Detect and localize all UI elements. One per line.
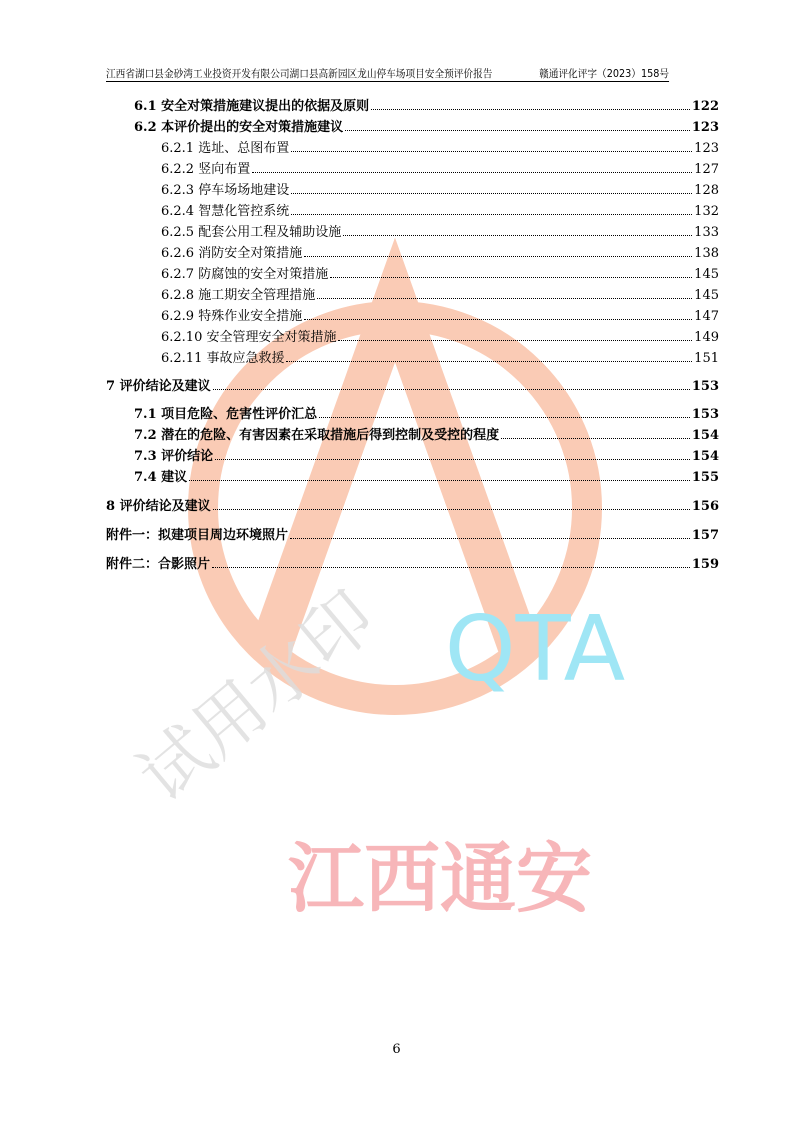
toc-entry-title: 6.2.3 停车场场地建设 [161, 183, 290, 198]
toc-entry-title: 6.1 安全对策措施建议提出的依据及原则 [134, 99, 370, 114]
page-header [106, 66, 669, 82]
toc-leader-dots [338, 340, 692, 341]
toc-entry[interactable] [161, 243, 719, 261]
page-number: 6 [392, 1042, 401, 1057]
toc-leader-dots [286, 361, 692, 362]
header-title: 江西省湖口县金砂湾工业投资开发有限公司湖口县高新园区龙山停车场项目安全预评价报告 [106, 68, 493, 80]
toc-leader-dots [291, 193, 692, 194]
toc-entry[interactable] [134, 117, 719, 135]
toc-entry-page: 151 [694, 351, 719, 366]
toc-leader-dots [213, 389, 690, 390]
toc-leader-dots [290, 538, 690, 539]
toc-entry[interactable] [106, 376, 719, 394]
toc-entry-page: 145 [694, 267, 719, 282]
watermark-company: 江西通安 [288, 834, 592, 923]
toc-entry-page: 133 [694, 225, 719, 240]
toc-entry-page: 156 [691, 499, 719, 514]
toc-entry-title: 6.2.8 施工期安全管理措施 [161, 288, 316, 303]
toc-entry[interactable] [134, 467, 719, 485]
toc-leader-dots [213, 509, 690, 510]
toc-entry-title: 8 评价结论及建议 [106, 499, 211, 514]
watermark-logo: QTA [444, 597, 626, 702]
toc-entry-title: 7.3 评价结论 [134, 449, 214, 464]
toc-entry-page: 147 [694, 309, 719, 324]
toc-entry-page: 122 [691, 99, 719, 114]
toc-leader-dots [291, 214, 692, 215]
toc-entry-title: 6.2.10 安全管理安全对策措施 [161, 330, 337, 345]
toc-entry-page: 127 [694, 162, 719, 177]
toc-entry-page: 153 [691, 407, 719, 422]
toc-entry-title: 6.2.1 选址、总图布置 [161, 141, 290, 156]
header-doc-number: 赣通评化评字（2023）158号 [539, 68, 670, 80]
toc-entry-title: 6.2.11 事故应急救援 [161, 351, 285, 366]
toc-entry-title: 附件二：合影照片 [106, 557, 211, 572]
toc-leader-dots [291, 151, 692, 152]
toc-entry-page: 155 [691, 470, 719, 485]
toc-entry-page: 128 [694, 183, 719, 198]
toc-leader-dots [215, 459, 690, 460]
toc-entry-page: 145 [694, 288, 719, 303]
toc-entry[interactable] [161, 180, 719, 198]
toc-entry-title: 附件一：拟建项目周边环境照片 [106, 528, 289, 543]
toc-entry-page: 149 [694, 330, 719, 345]
toc-entry[interactable] [161, 222, 719, 240]
toc-entry[interactable] [134, 425, 719, 443]
toc-entry[interactable] [161, 348, 719, 366]
toc-entry-page: 154 [691, 428, 719, 443]
toc-entry-title: 7.2 潜在的危险、有害因素在采取措施后得到控制及受控的程度 [134, 428, 500, 443]
toc-entry-page: 123 [691, 120, 719, 135]
toc-entry[interactable] [161, 138, 719, 156]
toc-entry-page: 154 [691, 449, 719, 464]
toc-entry[interactable] [134, 96, 719, 114]
toc-entry-title: 6.2 本评价提出的安全对策措施建议 [134, 120, 344, 135]
toc-entry-title: 7.1 项目危险、危害性评价汇总 [134, 407, 318, 422]
toc-entry-page: 138 [694, 246, 719, 261]
toc-entry[interactable] [161, 159, 719, 177]
toc-leader-dots [319, 417, 690, 418]
toc-leader-dots [304, 319, 692, 320]
toc-entry-title: 6.2.7 防腐蚀的安全对策措施 [161, 267, 329, 282]
toc-leader-dots [501, 438, 690, 439]
toc-entry-title: 7.4 建议 [134, 470, 188, 485]
toc-leader-dots [189, 480, 690, 481]
toc-entry-page: 159 [691, 557, 719, 572]
toc-leader-dots [330, 277, 692, 278]
toc-entry[interactable] [106, 525, 719, 543]
toc-leader-dots [317, 298, 692, 299]
toc-entry[interactable] [161, 327, 719, 345]
toc-entry[interactable] [106, 496, 719, 514]
toc-entry[interactable] [161, 201, 719, 219]
toc-entry-title: 6.2.2 竖向布置 [161, 162, 251, 177]
toc-entry-title: 7 评价结论及建议 [106, 379, 211, 394]
toc-leader-dots [343, 235, 692, 236]
toc-leader-dots [212, 567, 690, 568]
toc-entry[interactable] [134, 446, 719, 464]
toc-leader-dots [304, 256, 692, 257]
watermark-trial: 试用水印 [123, 575, 391, 819]
toc-entry[interactable] [161, 306, 719, 324]
toc-entry-page: 157 [691, 528, 719, 543]
toc-entry[interactable] [161, 264, 719, 282]
toc-entry-page: 132 [694, 204, 719, 219]
toc-entry-title: 6.2.5 配套公用工程及辅助设施 [161, 225, 342, 240]
toc-entry-title: 6.2.6 消防安全对策措施 [161, 246, 303, 261]
toc-leader-dots [371, 109, 690, 110]
toc-entry-title: 6.2.9 特殊作业安全措施 [161, 309, 303, 324]
toc-leader-dots [252, 172, 692, 173]
toc-entry-page: 153 [691, 379, 719, 394]
toc-entry-page: 123 [694, 141, 719, 156]
toc-entry[interactable] [134, 404, 719, 422]
toc-leader-dots [345, 130, 690, 131]
toc-entry[interactable] [106, 554, 719, 572]
toc-entry[interactable] [161, 285, 719, 303]
toc-entry-title: 6.2.4 智慧化管控系统 [161, 204, 290, 219]
